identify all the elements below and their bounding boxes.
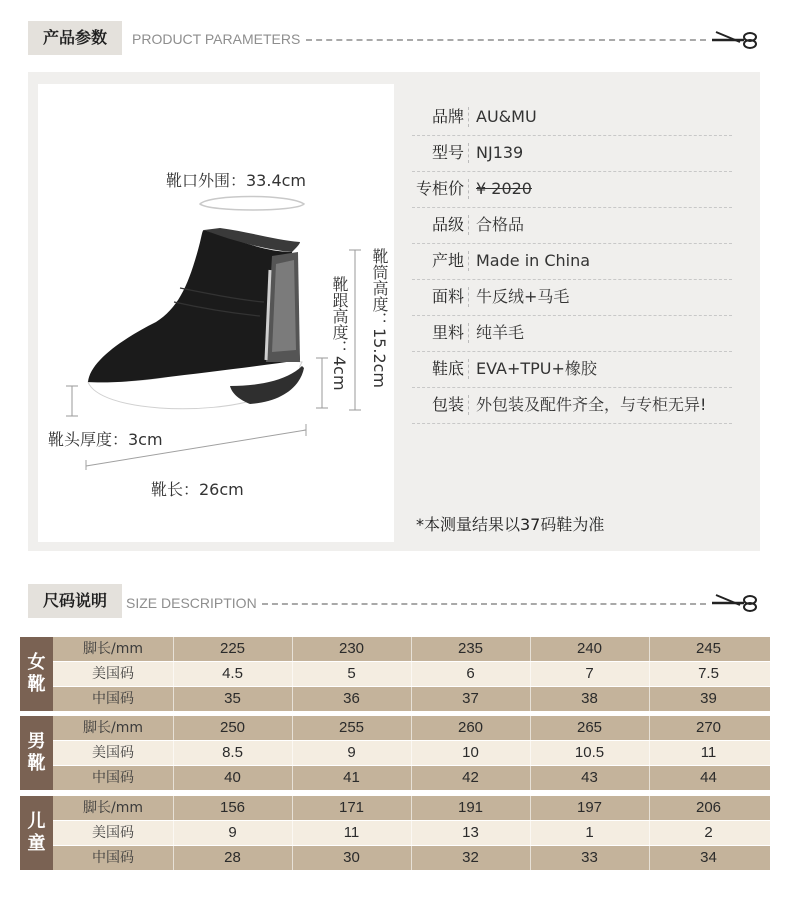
size-cell: 191 bbox=[411, 796, 531, 820]
opening-measure: 靴口外围：33.4cm bbox=[166, 171, 307, 190]
toe-thickness-measure: 靴头厚度：3cm bbox=[48, 430, 163, 449]
param-value: ¥ 2020 bbox=[476, 179, 532, 198]
size-group-char: 童 bbox=[27, 833, 46, 854]
scissors-icon bbox=[710, 28, 760, 52]
size-row-label: 脚长/mm bbox=[53, 716, 174, 740]
size-cell: 255 bbox=[292, 716, 412, 740]
size-cell: 10 bbox=[411, 741, 531, 765]
length-measure: 靴长：26cm bbox=[151, 480, 244, 499]
params-section-title: 产品参数 bbox=[28, 21, 122, 55]
param-value: 合格品 bbox=[476, 215, 525, 234]
size-group-label bbox=[20, 716, 53, 790]
param-label: 鞋底 bbox=[431, 359, 464, 378]
size-group-label bbox=[20, 637, 53, 711]
size-section-title: 尺码说明 bbox=[28, 584, 122, 618]
param-value: Made in China bbox=[476, 251, 591, 270]
size-cell: 171 bbox=[292, 796, 412, 820]
param-separator bbox=[468, 179, 469, 199]
size-cell: 7 bbox=[530, 662, 650, 686]
size-cell: 270 bbox=[695, 719, 722, 736]
param-value: 牛反绒+马毛 bbox=[476, 287, 570, 306]
size-group-char: 女 bbox=[27, 652, 46, 673]
size-row-label: 脚长/mm bbox=[53, 796, 174, 820]
size-cell: 235 bbox=[411, 637, 531, 661]
size-cell: 34 bbox=[700, 849, 717, 866]
size-row bbox=[53, 741, 770, 765]
param-label: 产地 bbox=[431, 251, 464, 270]
size-cell: 7.5 bbox=[698, 665, 719, 682]
size-row-label: 脚长/mm bbox=[53, 637, 174, 661]
size-cell: 4.5 bbox=[173, 662, 293, 686]
size-group-label bbox=[20, 796, 53, 870]
size-cell: 197 bbox=[530, 796, 650, 820]
param-value: 纯羊毛 bbox=[476, 323, 525, 342]
param-label: 品牌 bbox=[431, 107, 464, 126]
size-cell: 230 bbox=[292, 637, 412, 661]
size-cell: 38 bbox=[530, 687, 650, 711]
size-row-label: 中国码 bbox=[53, 846, 174, 870]
param-row bbox=[412, 207, 732, 244]
size-cell: 5 bbox=[292, 662, 412, 686]
size-row bbox=[53, 662, 770, 686]
size-cell: 156 bbox=[173, 796, 293, 820]
param-label: 包装 bbox=[431, 395, 464, 414]
size-row-label: 美国码 bbox=[53, 821, 174, 845]
param-value: AU&MU bbox=[476, 107, 537, 126]
size-cell: 44 bbox=[700, 769, 717, 786]
param-row bbox=[412, 243, 732, 280]
param-value: NJ139 bbox=[476, 143, 524, 162]
size-cell: 39 bbox=[700, 690, 717, 707]
param-row bbox=[412, 351, 732, 388]
size-cell: 8.5 bbox=[173, 741, 293, 765]
size-cell: 9 bbox=[173, 821, 293, 845]
size-row bbox=[53, 716, 770, 740]
param-separator bbox=[468, 287, 469, 307]
size-row-label: 中国码 bbox=[53, 766, 174, 790]
size-cell: 43 bbox=[530, 766, 650, 790]
size-cell: 28 bbox=[173, 846, 293, 870]
size-cell: 1 bbox=[530, 821, 650, 845]
size-section-subtitle: SIZE DESCRIPTION bbox=[126, 595, 257, 611]
size-cell: 13 bbox=[411, 821, 531, 845]
params-section-subtitle: PRODUCT PARAMETERS bbox=[132, 31, 301, 47]
param-label: 型号 bbox=[431, 143, 464, 162]
measure-note: *本测量结果以37码鞋为准 bbox=[416, 515, 605, 534]
size-cell: 42 bbox=[411, 766, 531, 790]
size-group-char: 靴 bbox=[27, 674, 46, 695]
size-row-label: 美国码 bbox=[53, 662, 174, 686]
size-cell: 6 bbox=[411, 662, 531, 686]
size-row bbox=[53, 637, 770, 661]
size-cell: 30 bbox=[292, 846, 412, 870]
size-group-char: 儿 bbox=[27, 811, 46, 832]
param-separator bbox=[468, 323, 469, 343]
size-cell: 250 bbox=[173, 716, 293, 740]
size-cell: 9 bbox=[292, 741, 412, 765]
size-cell: 10.5 bbox=[530, 741, 650, 765]
size-cell: 265 bbox=[530, 716, 650, 740]
param-separator bbox=[468, 143, 469, 163]
size-cell: 240 bbox=[530, 637, 650, 661]
size-cell: 35 bbox=[173, 687, 293, 711]
param-value: 外包装及配件齐全，与专柜无异! bbox=[476, 395, 707, 414]
size-cell: 11 bbox=[292, 821, 412, 845]
size-cell: 225 bbox=[173, 637, 293, 661]
size-row bbox=[53, 766, 770, 790]
param-separator bbox=[468, 359, 469, 379]
size-cell: 245 bbox=[695, 640, 722, 657]
size-row-label: 中国码 bbox=[53, 687, 174, 711]
param-label: 专柜价 bbox=[415, 179, 464, 198]
size-cell: 206 bbox=[695, 799, 722, 816]
size-cell: 36 bbox=[292, 687, 412, 711]
size-cell: 260 bbox=[411, 716, 531, 740]
param-row bbox=[412, 315, 732, 352]
size-cell: 2 bbox=[704, 824, 713, 841]
size-row-label: 美国码 bbox=[53, 741, 174, 765]
size-group-char: 靴 bbox=[27, 753, 46, 774]
param-row bbox=[412, 279, 732, 316]
size-cell: 37 bbox=[411, 687, 531, 711]
param-value: EVA+TPU+橡胶 bbox=[476, 359, 597, 378]
size-group-char: 男 bbox=[27, 731, 46, 752]
size-row bbox=[53, 687, 770, 711]
size-cell: 11 bbox=[700, 744, 717, 761]
param-separator bbox=[468, 107, 469, 127]
params-dashed-divider bbox=[306, 39, 706, 41]
size-row bbox=[53, 796, 770, 820]
size-cell: 32 bbox=[411, 846, 531, 870]
param-separator bbox=[468, 215, 469, 235]
param-row bbox=[412, 99, 732, 136]
param-separator bbox=[468, 395, 469, 415]
param-label: 品级 bbox=[431, 215, 464, 234]
size-row bbox=[53, 821, 770, 845]
size-dashed-divider bbox=[262, 603, 706, 605]
size-row bbox=[53, 846, 770, 870]
size-cell: 41 bbox=[292, 766, 412, 790]
shaft-height-measure: 靴筒高度：15.2cm bbox=[370, 248, 389, 389]
param-row bbox=[412, 171, 732, 208]
size-cell: 33 bbox=[530, 846, 650, 870]
size-cell: 40 bbox=[173, 766, 293, 790]
heel-height-measure: 靴跟高度：4cm bbox=[330, 276, 349, 391]
param-separator bbox=[468, 251, 469, 271]
param-label: 里料 bbox=[431, 323, 464, 342]
param-row bbox=[412, 387, 732, 424]
scissors-icon bbox=[710, 591, 760, 615]
param-label: 面料 bbox=[431, 287, 464, 306]
param-row bbox=[412, 135, 732, 172]
